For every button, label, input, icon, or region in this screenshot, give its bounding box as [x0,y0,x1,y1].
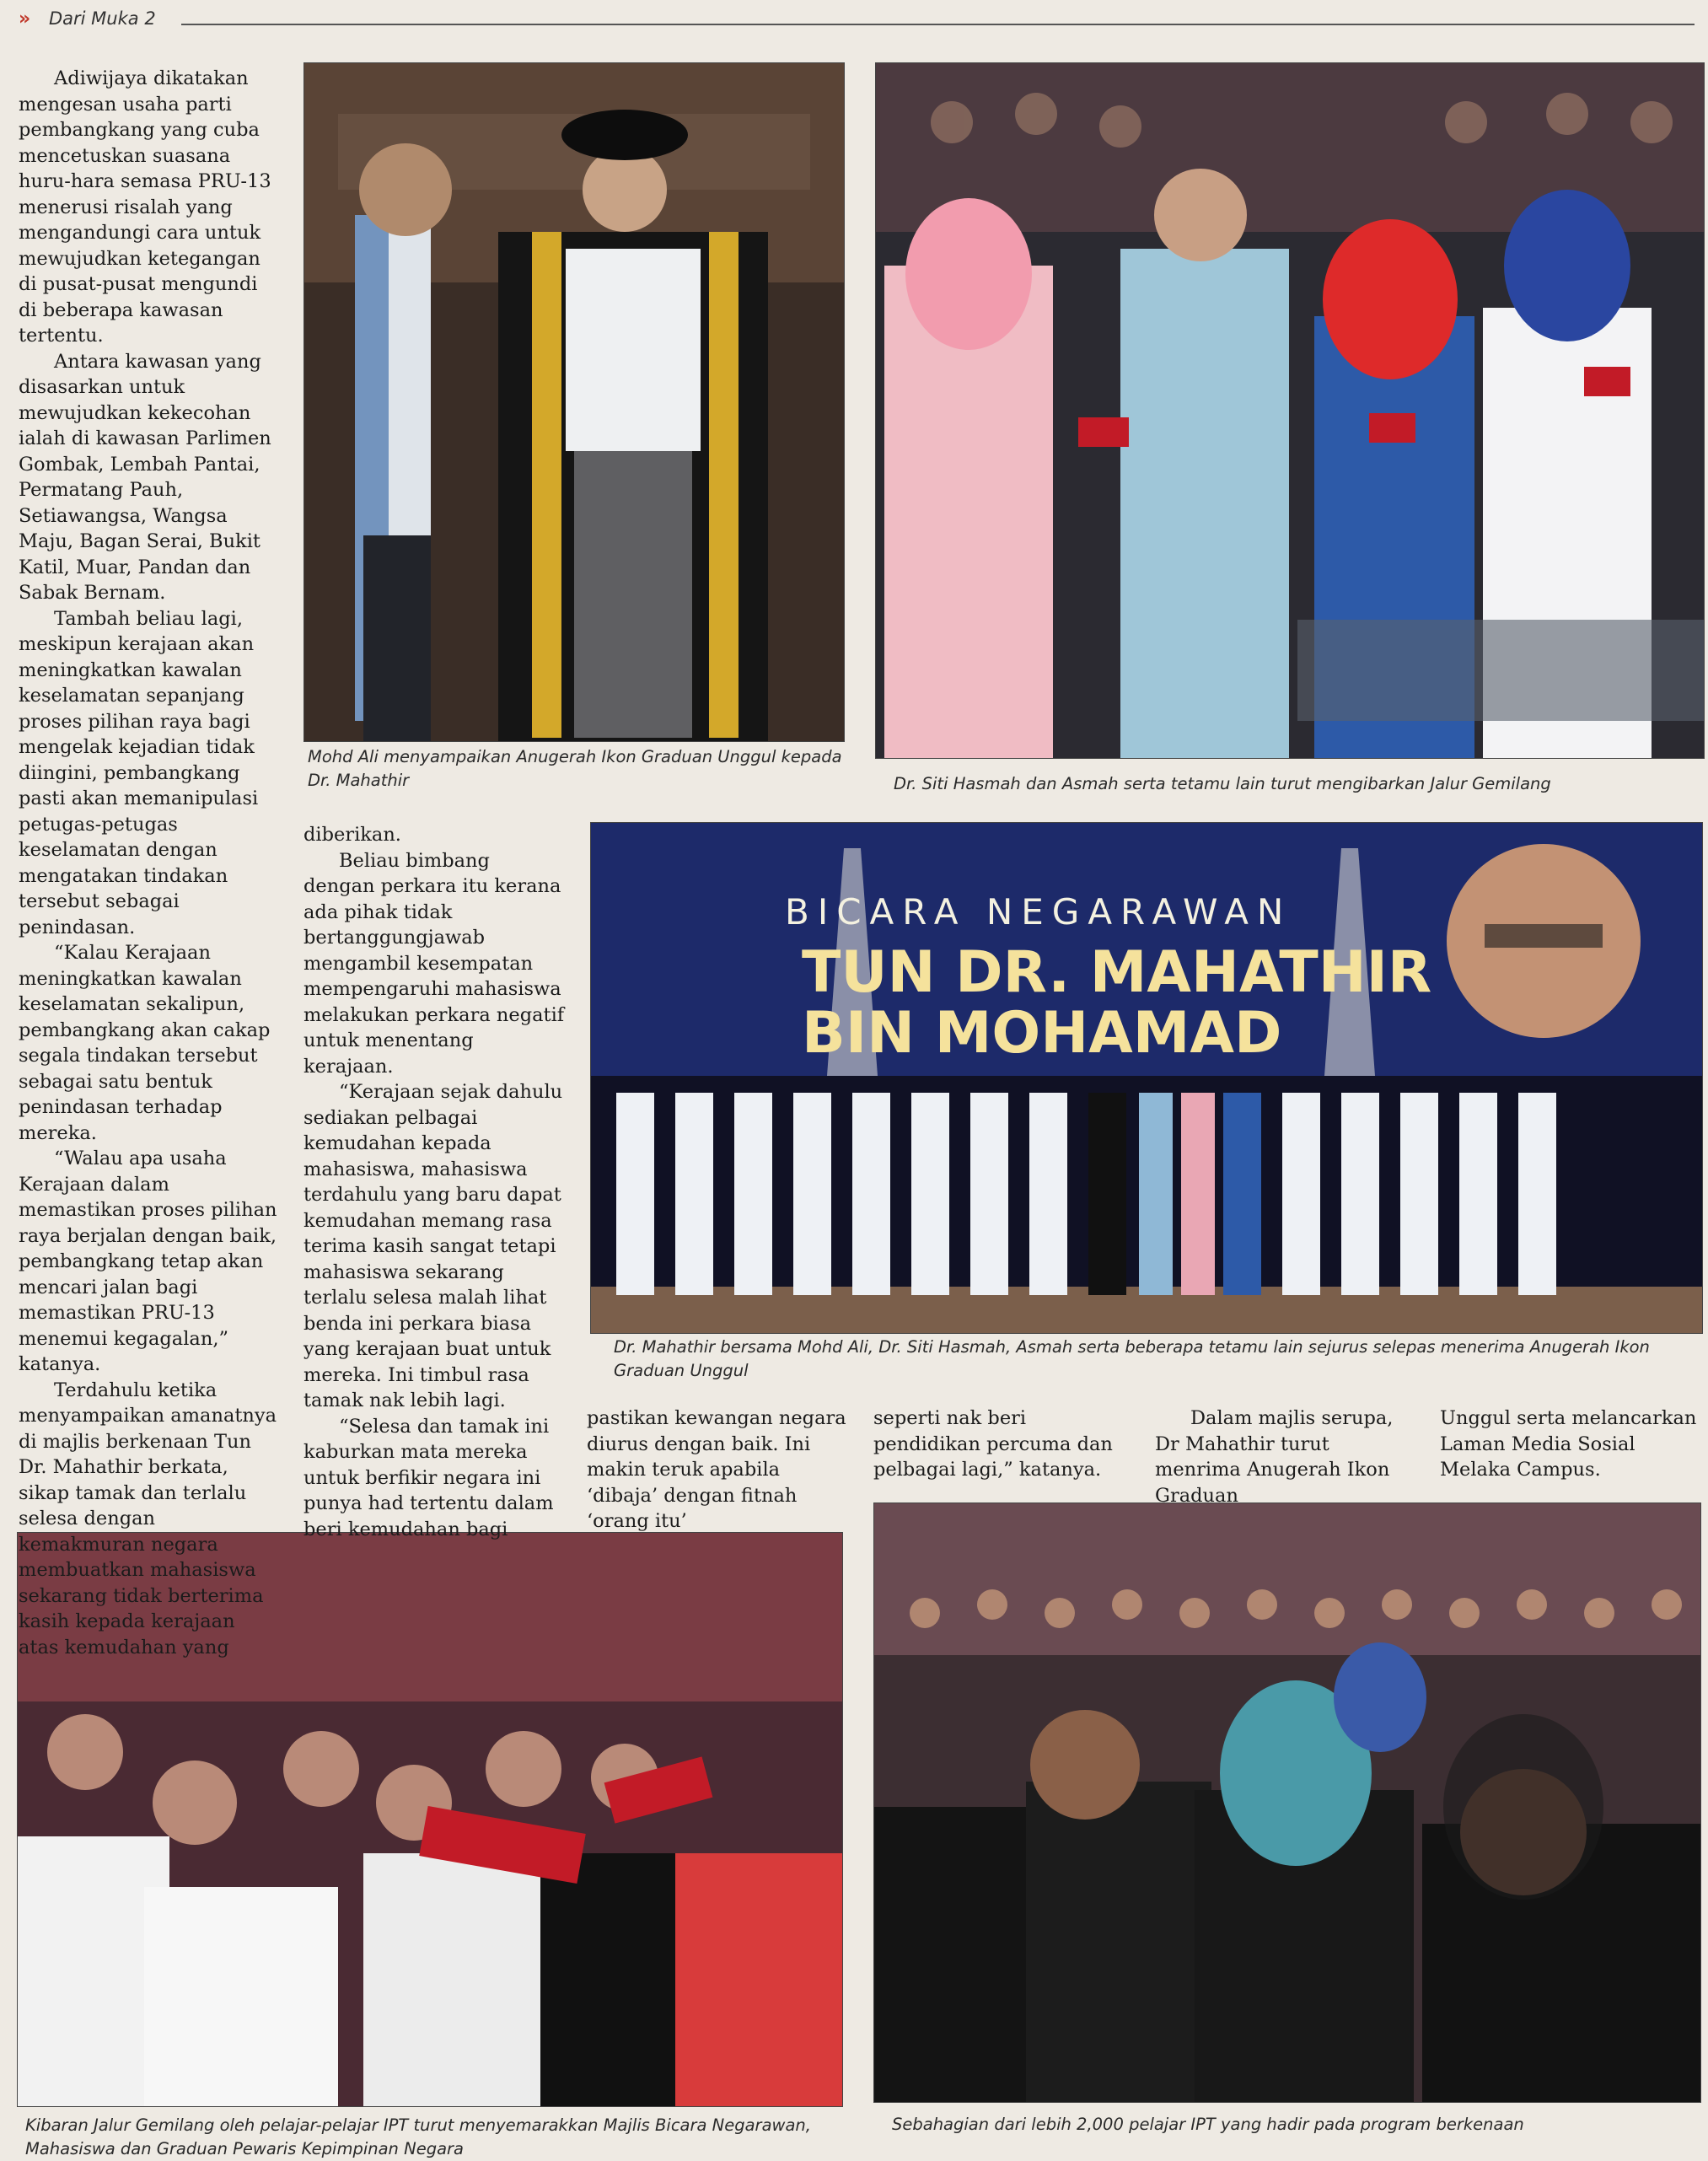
paragraph: Tambah beliau lagi, meskipun kerajaan akan meningkatkan kawalan keselamatan sepanjang proses pilihan raya bagi mengelak kejadian tidak diingini, pembangkang pasti akan memanipulasi petugas-petugas keselamatan dengan mengatakan tindakan tersebut sebagai penindasan. [19,607,259,938]
paragraph: “Walau apa usaha Kerajaan dalam memastikan proses pilihan raya berjalan dengan baik, pembangkang tetap akan mencari jalan bagi memastikan PRU-13 menemui kegagalan,” katanya. [19,1148,277,1375]
banner-line-2: TUN DR. MAHATHIR [802,939,1432,1006]
caption-award-ceremony: Mohd Ali menyampaikan Anugerah Ikon Graduan Unggul kepada Dr. Mahathir [308,747,842,790]
paragraph: “Selesa dan tamak ini kaburkan mata mereka untuk berfikir negara ini punya had tertentu dalam beri kemudahan bagi [303,1415,554,1540]
paragraph: Beliau bimbang dengan perkara itu kerana ada pihak tidak bertanggungjawab mengambil kesempatan mempengaruhi mahasiswa melakukan perkara negatif untuk menentang kerajaan. [303,849,565,1078]
banner-line-1: BICARA NEGARAWAN [785,891,1292,933]
paragraph: seperti nak beri pendidikan percuma dan pelbagai lagi,” katanya. [873,1407,1113,1481]
photo-vip-flags [875,62,1705,759]
article-column-3 [587,1406,848,1535]
article-column-6 [1440,1406,1701,1483]
caption-group-stage: Dr. Mahathir bersama Mohd Ali, Dr. Siti Hasmah, Asmah serta beberapa tetamu lain sejurus selepas menerima Anugerah Ikon Graduan Unggul [614,1337,1650,1380]
paragraph: Adiwijaya dikatakan mengesan usaha parti pembangkang yang cuba mencetuskan suasana huru-hara semasa PRU-13 menerusi risalah yang mengandungi cara untuk mewujudkan ketegangan di pusat-pusat mengundi di beberapa kawasan tertentu. [19,67,271,347]
paragraph: diberikan. [303,824,401,846]
paragraph: Antara kawasan yang disasarkan untuk mewujudkan kekecohan ialah di kawasan Parlimen Gombak, Lembah Pantai, Permatang Pauh, Setiawangsa, Wangsa Maju, Bagan Serai, Bukit Katil, Muar, Pandan dan Sabak Bernam. [19,350,271,604]
paragraph: pastikan kewangan negara diurus dengan baik. Ini makin teruk apabila ‘dibaja’ dengan fitnah ‘orang itu’ [587,1407,846,1532]
photo-group-stage [590,822,1703,1334]
header-rule [181,24,1695,25]
banner-line-3: BIN MOHAMAD [802,1000,1282,1067]
article-column-2 [303,822,565,1542]
paragraph: Unggul serta melancarkan Laman Media Sosial Melaka Campus. [1440,1407,1697,1481]
caption-vip-flags: Dr. Siti Hasmah dan Asmah serta tetamu lain turut mengibarkan Jalur Gemilang [894,774,1551,793]
photo-audience [873,1502,1701,2103]
paragraph: Dalam majlis serupa, Dr Mahathir turut menrima Anugerah Ikon Graduan [1155,1407,1394,1507]
section-arrows: » [19,8,28,30]
section-label: Dari Muka 2 [49,8,156,29]
caption-students-flags: Kibaran Jalur Gemilang oleh pelajar-pelajar IPT turut menyemarakkan Majlis Bicara Negarawan, Mahasiswa dan Graduan Pewaris Kepimpinan Negara [25,2115,811,2158]
article-column-4 [873,1406,1135,1483]
article-column-5 [1155,1406,1408,1508]
caption-audience: Sebahagian dari lebih 2,000 pelajar IPT yang hadir pada program berkenaan [892,2115,1524,2134]
article-column-1 [19,66,280,1660]
paragraph: “Kalau Kerajaan meningkatkan kawalan keselamatan sekalipun, pembangkang akan cakap segala tindakan tersebut sebagai satu bentuk penindasan terhadap mereka. [19,942,271,1144]
paragraph: “Kerajaan sejak dahulu sediakan pelbagai kemudahan kepada mahasiswa, mahasiswa terdahulu yang baru dapat kemudahan memang rasa terima kasih sangat tetapi mahasiswa sekarang terlalu selesa malah lihat benda ini perkara biasa yang kerajaan buat untuk mereka. Ini timbul rasa tamak nak lebih lagi. [303,1081,563,1411]
photo-award-ceremony [303,62,845,742]
paragraph: Terdahulu ketika menyampaikan amanatnya di majlis berkenaan Tun Dr. Mahathir berkata, sikap tamak dan terlalu selesa dengan kemakmuran negara membuatkan mahasiswa sekarang tidak berterima kasih kepada kerajaan atas kemudahan yang [19,1379,277,1658]
